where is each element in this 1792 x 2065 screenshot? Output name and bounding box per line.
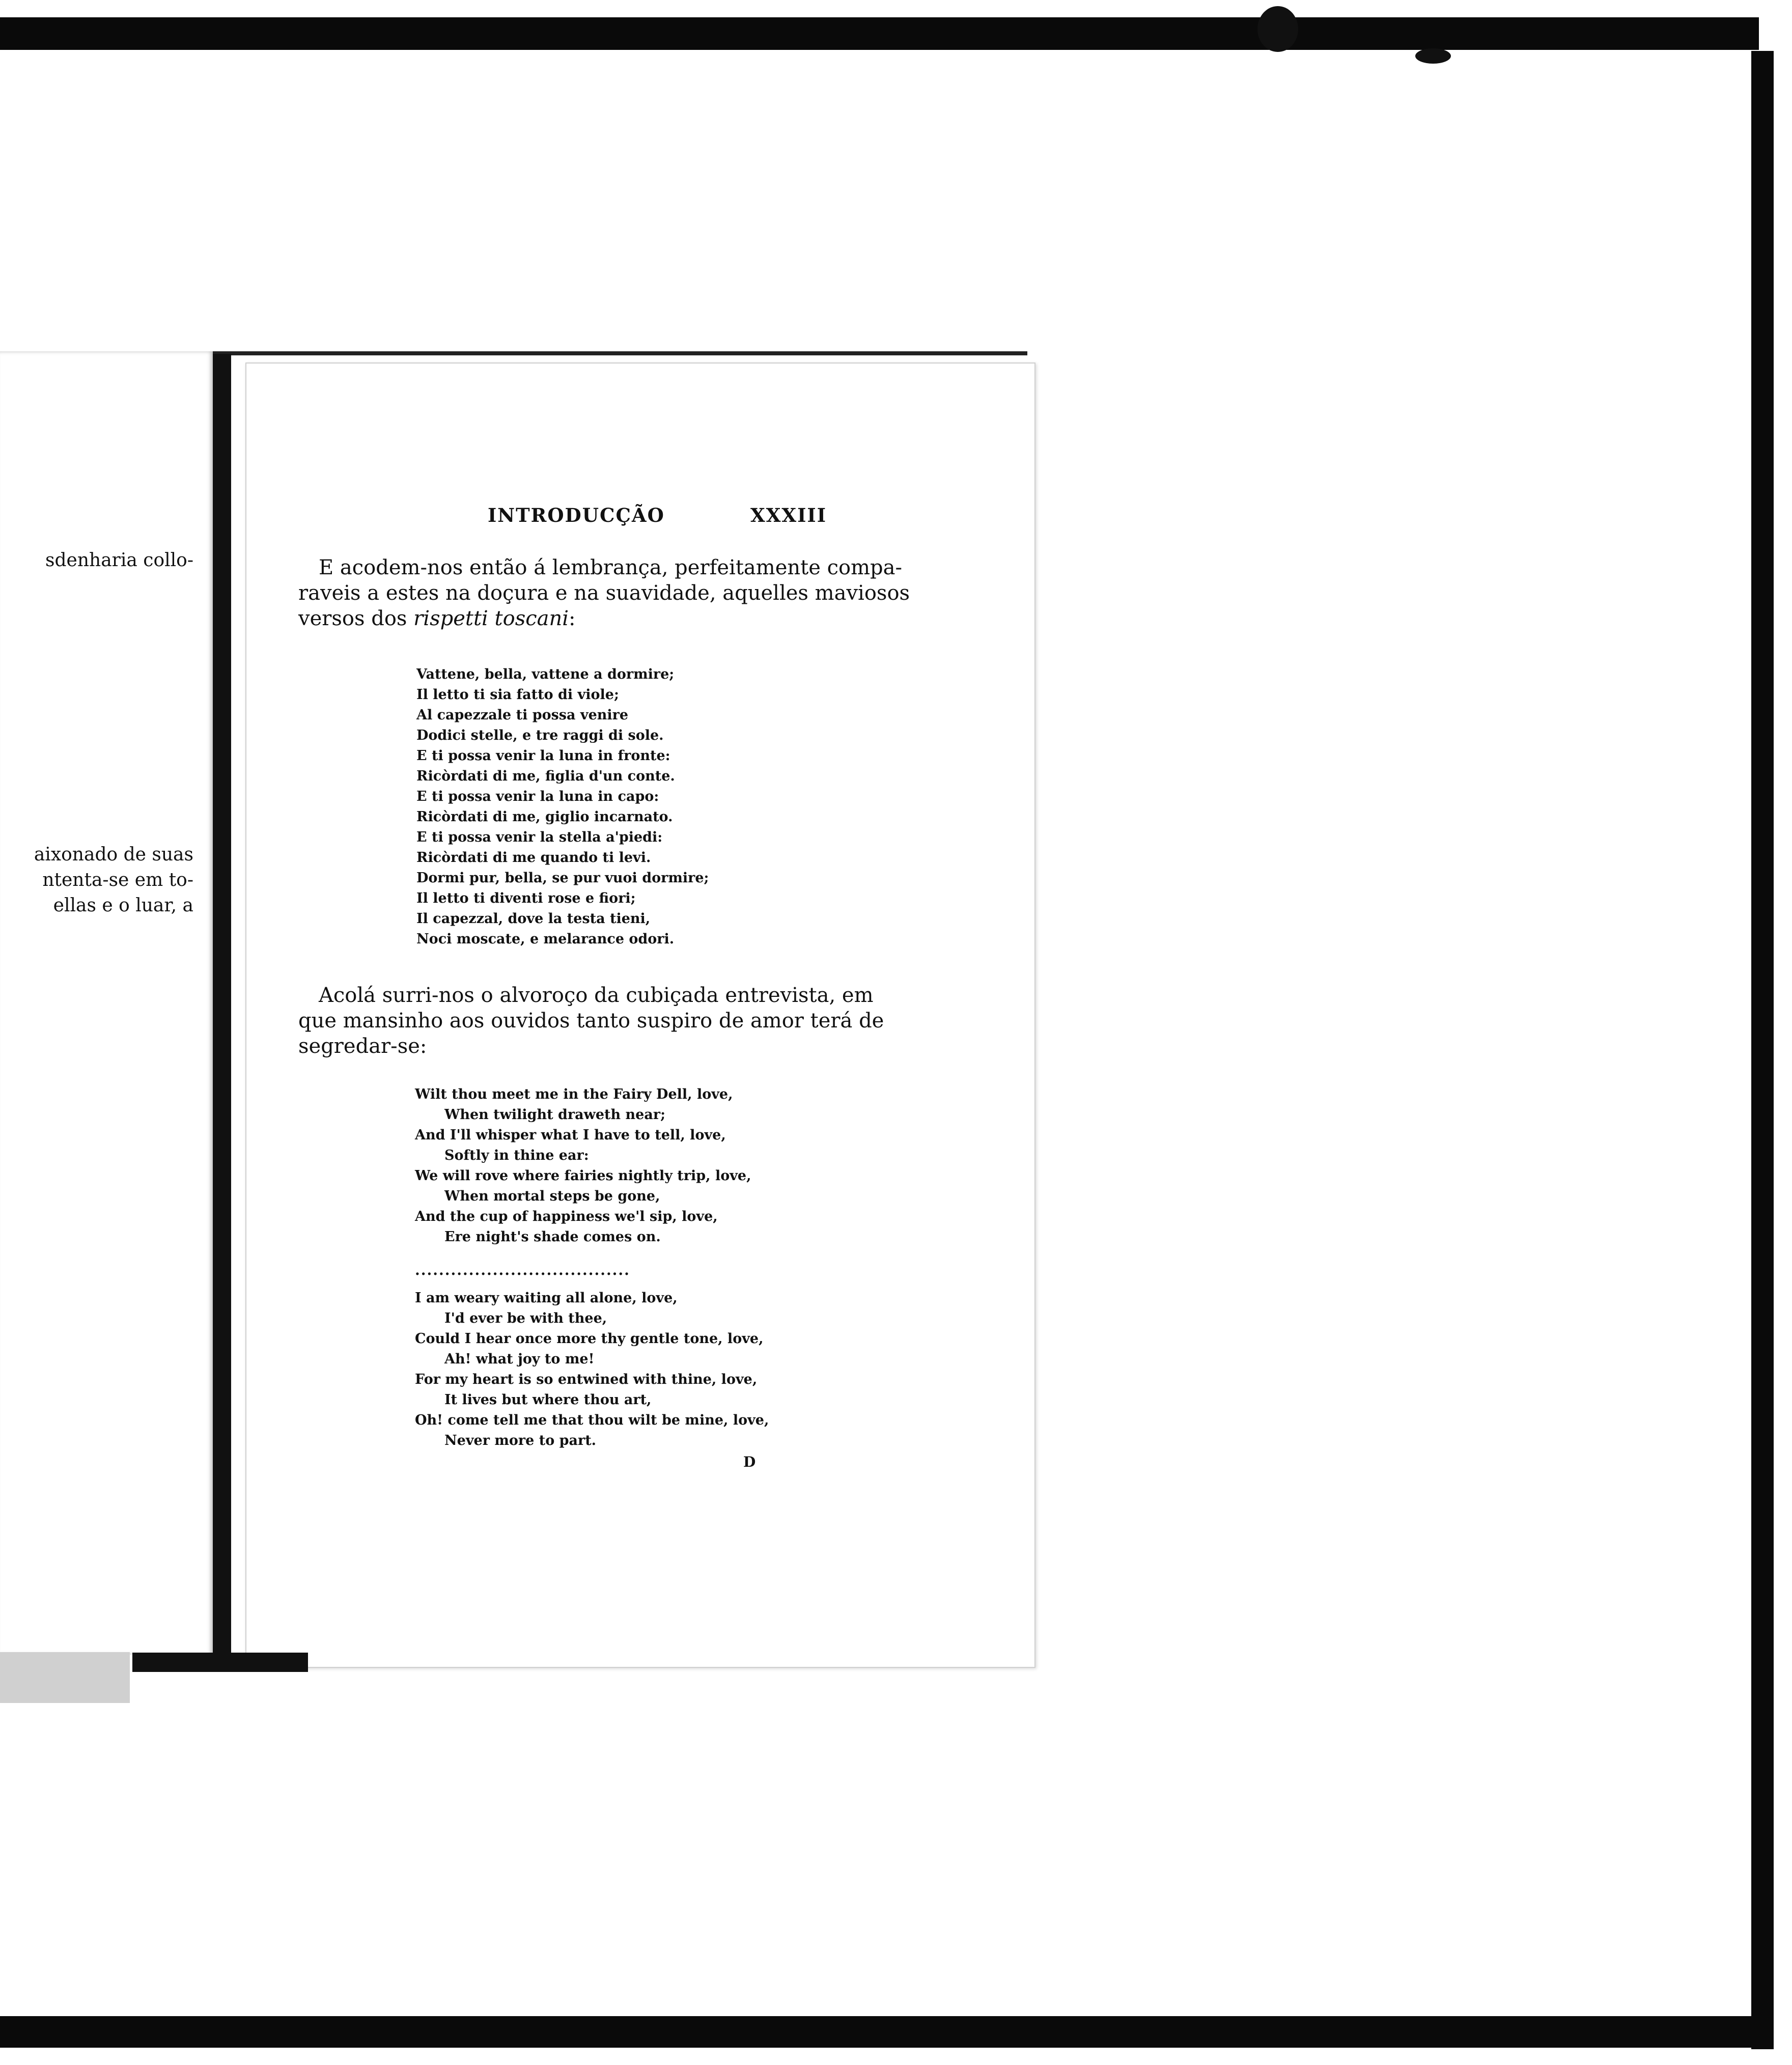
verse-line: Ah! what joy to me! — [444, 1351, 595, 1367]
verse-line: When twilight draweth near; — [444, 1107, 666, 1123]
verse-line: Vattene, bella, vattene a dormire; — [416, 666, 675, 682]
verse-line: For my heart is so entwined with thine, love, — [415, 1372, 758, 1387]
page-top-edge — [213, 351, 1027, 355]
verse-line: Dodici stelle, e tre raggi di sole. — [416, 728, 664, 743]
page-edge-strip — [0, 1652, 130, 1703]
paragraph-1 — [298, 555, 910, 631]
verse-line: When mortal steps be gone, — [444, 1188, 660, 1204]
verse-line: Noci moscate, e melarance odori. — [416, 931, 675, 947]
page-number: XXXIII — [750, 504, 827, 526]
verse-line: Softly in thine ear: — [444, 1148, 589, 1163]
stanza-separator: .................................... — [415, 1262, 630, 1278]
english-verse-2 — [415, 1288, 769, 1451]
verse-line: And the cup of happiness we'l sip, love, — [415, 1209, 718, 1224]
verse-line: Ere night's shade comes on. — [444, 1229, 661, 1245]
paragraph-line: raveis a estes na doçura e na suavidade, aquelles maviosos — [298, 581, 910, 605]
paragraph-line: segredar-se: — [298, 1035, 427, 1058]
verse-line: We will rove where fairies nightly trip, love, — [415, 1168, 751, 1184]
verse-line: Dormi pur, bella, se pur vuoi dormire; — [416, 870, 709, 886]
scan-border-right — [1751, 51, 1774, 2049]
verse-line: E ti possa venir la luna in capo: — [416, 789, 659, 804]
verse-line: Ricòrdati di me, figlia d'un conte. — [416, 768, 675, 784]
verse-line: Could I hear once more thy gentle tone, love, — [415, 1331, 764, 1347]
verse-line: Il letto ti diventi rose e fiori; — [416, 890, 636, 906]
italian-verse — [416, 664, 709, 950]
verse-line: I am weary waiting all alone, love, — [415, 1290, 678, 1306]
verse-line: Never more to part. — [444, 1433, 597, 1448]
left-page-text-fragment: aixonado de suas — [34, 844, 193, 865]
paragraph-line: versos dos rispetti toscani: — [298, 607, 576, 630]
scan-smudge — [1257, 6, 1298, 52]
left-page-text-fragment: ntenta-se em to- — [42, 870, 193, 890]
paragraph-line: que mansinho aos ouvidos tanto suspiro de amor terá de — [298, 1009, 884, 1032]
verse-line: Il letto ti sia fatto di viole; — [416, 687, 619, 703]
verse-line: Oh! come tell me that thou wilt be mine, love, — [415, 1412, 769, 1428]
signature-mark: D — [743, 1454, 756, 1470]
running-title: INTRODUCÇÃO — [488, 504, 665, 526]
verse-line: I'd ever be with thee, — [444, 1310, 607, 1326]
left-page-text-fragment: sdenharia collo- — [45, 550, 193, 571]
paragraph-2 — [298, 983, 884, 1059]
english-verse-1 — [415, 1084, 751, 1247]
scan-border-top — [0, 17, 1759, 50]
verse-line: E ti possa venir la luna in fronte: — [416, 748, 670, 764]
verse-line: And I'll whisper what I have to tell, love, — [415, 1127, 726, 1143]
verse-line: Ricòrdati di me, giglio incarnato. — [416, 809, 673, 825]
page-bottom-edge — [132, 1653, 308, 1672]
scan-border-bottom — [0, 2016, 1767, 2048]
paragraph-line: E acodem-nos então á lembrança, perfeitamente compa- — [319, 556, 902, 579]
scan-smudge — [1415, 48, 1451, 64]
italic-phrase: rispetti toscani — [413, 607, 569, 630]
verse-line: E ti possa venir la stella a'piedi: — [416, 829, 663, 845]
left-facing-page — [0, 351, 214, 1655]
verse-line: Wilt thou meet me in the Fairy Dell, love, — [415, 1086, 733, 1102]
left-page-text-fragment: ellas e o luar, a — [53, 895, 193, 916]
verse-line: It lives but where thou art, — [444, 1392, 652, 1408]
verse-line: Ricòrdati di me quando ti levi. — [416, 850, 651, 866]
book-spine — [213, 354, 231, 1660]
paragraph-line: Acolá surri-nos o alvoroço da cubiçada entrevista, em — [319, 984, 874, 1007]
verse-line: Al capezzale ti possa venire — [416, 707, 629, 723]
verse-line: Il capezzal, dove la testa tieni, — [416, 911, 651, 927]
